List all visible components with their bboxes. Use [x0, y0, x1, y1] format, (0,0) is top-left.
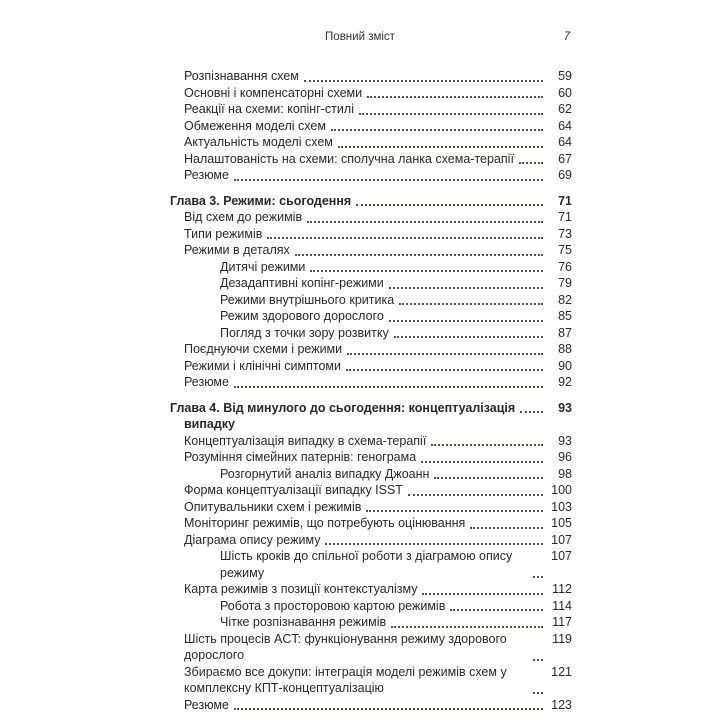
toc-entry-row — [170, 466, 572, 483]
toc-entry-page-number: 112 — [552, 582, 572, 596]
toc-entry-label: Режими внутрішнього критика — [220, 292, 395, 307]
toc-entry-line — [184, 358, 572, 375]
dot-leader — [470, 527, 543, 529]
dot-leader — [408, 494, 543, 496]
toc-entry-row — [170, 151, 572, 168]
dot-leader — [356, 204, 543, 206]
dot-leader — [234, 179, 543, 181]
dot-leader — [304, 80, 543, 82]
dot-leader — [391, 626, 543, 628]
toc-entry-page-number: 92 — [558, 375, 572, 389]
toc-chapter-row — [170, 400, 572, 433]
toc-entry-row — [170, 548, 572, 581]
toc-entry-page-number: 82 — [558, 292, 572, 307]
toc-entry-label: Від схем до режимів — [184, 210, 303, 224]
dot-leader — [234, 708, 543, 710]
dot-leader — [346, 369, 543, 371]
toc-entry-line — [220, 325, 572, 342]
dot-leader — [450, 609, 543, 611]
toc-entry-label: Поєднуючи схеми і режими — [184, 342, 343, 356]
toc-entry-label: Глава 3. Режими: сьогодення — [170, 193, 352, 208]
dot-leader — [533, 692, 543, 694]
toc-entry-page-number: 90 — [558, 358, 572, 373]
dot-leader — [307, 221, 543, 223]
toc-entry-row — [170, 515, 572, 532]
toc-entry-line — [220, 275, 572, 292]
toc-entry-page-number: 114 — [552, 598, 572, 613]
toc-entry-line — [184, 374, 572, 391]
dot-leader — [331, 129, 543, 131]
toc-entry-line — [184, 68, 572, 85]
dot-leader — [367, 96, 543, 98]
toc-entry-line — [170, 400, 572, 417]
toc-entry-label-continuation: випадку — [184, 417, 236, 431]
toc-entry-label: Резюме — [184, 375, 229, 389]
toc-entry-row — [170, 118, 572, 135]
toc-entry-label: Режим здорового дорослого — [220, 309, 384, 323]
dot-leader — [533, 659, 543, 661]
toc-entry-row — [170, 325, 572, 342]
toc-entry-line — [184, 581, 572, 598]
running-head-title: Повний зміст — [325, 31, 395, 43]
toc-entry-page-number: 123 — [551, 697, 572, 712]
toc-entry-row — [170, 374, 572, 391]
toc-entry-label: Актуальність моделі схем — [184, 135, 333, 149]
toc-entry-page-number: 88 — [558, 342, 572, 356]
toc-entry-page-number: 76 — [558, 259, 572, 274]
toc-entry-row — [170, 581, 572, 598]
toc-entry-line — [184, 433, 572, 450]
toc-entry-line — [220, 308, 572, 325]
header-page-number: 7 — [563, 31, 570, 43]
toc-entry-line — [184, 482, 572, 499]
dot-leader — [421, 461, 543, 463]
toc-entry-row — [170, 226, 572, 243]
toc-entry-label: Шість процесів ACT: функціонування режиму здорового дорослого — [184, 631, 507, 662]
toc-entry-label: Налаштованість на схеми: сполучна ланка схема-терапії — [184, 151, 514, 166]
toc-entry-page-number: 87 — [558, 325, 572, 340]
dot-leader — [234, 386, 543, 388]
dot-leader — [325, 543, 543, 545]
dot-leader — [533, 576, 543, 578]
dot-leader — [422, 593, 543, 595]
toc-entry-row — [170, 308, 572, 325]
toc-entry-row — [170, 101, 572, 118]
toc-entry-page-number: 105 — [551, 516, 572, 530]
toc-entry-line — [184, 167, 572, 184]
toc-entry-row — [170, 482, 572, 499]
toc-entry-label: Режими в деталях — [184, 243, 290, 257]
toc-entry-label: Форма концептуалізації випадку ISST — [184, 483, 403, 497]
dot-leader — [295, 254, 543, 256]
toc-entry-page-number: 103 — [551, 499, 572, 514]
toc-entry-row — [170, 449, 572, 466]
toc-entry-page-number: 93 — [558, 433, 572, 448]
toc-entry-line — [184, 697, 572, 714]
dot-leader — [399, 303, 543, 305]
toc-entry-line — [220, 548, 572, 581]
toc-entry-label: Обмеження моделі схем — [184, 118, 326, 133]
toc-entry-line — [184, 664, 572, 697]
toc-entry-label: Глава 4. Від минулого до сьогодення: концептуалізація — [170, 400, 516, 415]
toc-entry-page-number: 117 — [552, 615, 572, 629]
dot-leader — [431, 444, 543, 446]
toc-entry-row — [170, 275, 572, 292]
toc-entry-label: Реакції на схеми: копінг-стилі — [184, 102, 354, 116]
toc-entry-line — [184, 226, 572, 243]
toc-chapter-row — [170, 193, 572, 210]
toc-entry-page-number: 96 — [558, 450, 572, 464]
toc-entry-row — [170, 433, 572, 450]
toc-entry-page-number: 64 — [558, 118, 572, 133]
toc-entry-row — [170, 167, 572, 184]
toc-entry-label: Розгорнутий аналіз випадку Джоанн — [220, 466, 430, 481]
toc-entry-line — [184, 532, 572, 549]
toc-entry-row — [170, 292, 572, 309]
toc-entry-row — [170, 259, 572, 276]
page-header — [0, 31, 720, 47]
toc-entry-line — [184, 209, 572, 226]
toc-entry-page-number: 67 — [558, 151, 572, 166]
toc-entry-label: Концептуалізація випадку в схема-терапії — [184, 433, 427, 448]
toc-entry-row — [170, 209, 572, 226]
toc-entry-line — [220, 614, 572, 631]
toc-entry-row — [170, 85, 572, 102]
toc-entry-page-number: 59 — [558, 69, 572, 83]
toc-entry-line — [220, 466, 572, 483]
toc-entry-line — [170, 193, 572, 210]
toc-entry-line — [220, 292, 572, 309]
toc-entry-row — [170, 242, 572, 259]
toc-entry-row — [170, 341, 572, 358]
toc-entry-label: Шість кроків до спільної роботи з діаграмою опису режиму — [220, 549, 513, 580]
toc-entry-page-number: 119 — [552, 631, 572, 646]
toc-entry-page-number: 71 — [558, 210, 572, 224]
toc-entry-row — [170, 134, 572, 151]
toc-entry-line — [184, 85, 572, 102]
toc-entry-row — [170, 631, 572, 664]
toc-entry-label: Діаграма опису режиму — [184, 532, 321, 547]
toc-entry-line — [184, 499, 572, 516]
toc-entry-page-number: 71 — [558, 193, 572, 208]
toc-entry-page-number: 85 — [558, 309, 572, 323]
toc-entry-label: Розпізнавання схем — [184, 69, 299, 83]
toc-entry-row — [170, 532, 572, 549]
toc-entry-label: Опитувальники схем і режимів — [184, 499, 362, 514]
toc-entry-row — [170, 68, 572, 85]
toc-entry-label: Розуміння сімейних патернів: генограма — [184, 450, 417, 464]
toc-entry-line — [184, 151, 572, 168]
dot-leader — [434, 477, 543, 479]
toc-entry-label: Режими і клінічні симптоми — [184, 358, 341, 373]
toc-entry-label: Дезадаптивні копінг-режими — [220, 276, 384, 290]
toc-entry-label: Карта режимів з позиції контекстуалізму — [184, 582, 418, 596]
toc-entry-line — [184, 449, 572, 466]
toc-entry-label: Збираємо все докупи: інтеграція моделі режимів схем у комплексну КПТ-концептуалізацію — [184, 664, 507, 695]
toc-entry-line — [184, 341, 572, 358]
toc-entry-row — [170, 614, 572, 631]
dot-leader — [347, 353, 543, 355]
toc-entry-row — [170, 598, 572, 615]
table-of-contents — [170, 68, 572, 713]
toc-entry-label: Робота з просторовою картою режимів — [220, 598, 446, 613]
toc-entry-line — [184, 242, 572, 259]
dot-leader — [310, 270, 543, 272]
toc-entry-line — [184, 118, 572, 135]
toc-entry-row — [170, 664, 572, 697]
toc-entry-line — [220, 598, 572, 615]
toc-entry-label: Основні і компенсаторні схеми — [184, 85, 363, 100]
dot-leader — [394, 336, 543, 338]
dot-leader — [267, 237, 543, 239]
toc-entry-line — [184, 515, 572, 532]
toc-entry-page-number: 62 — [558, 102, 572, 116]
toc-entry-page-number: 64 — [558, 135, 572, 149]
toc-entry-page-number: 121 — [551, 664, 572, 679]
dot-leader — [389, 320, 543, 322]
dot-leader — [338, 146, 543, 148]
toc-entry-page-number: 107 — [551, 549, 572, 563]
toc-entry-page-number: 98 — [558, 466, 572, 481]
dot-leader — [366, 510, 543, 512]
toc-entry-page-number: 60 — [558, 85, 572, 100]
toc-entry-page-number: 69 — [558, 168, 572, 182]
dot-leader — [520, 411, 543, 413]
toc-entry-row — [170, 358, 572, 375]
toc-entry-line — [220, 259, 572, 276]
toc-entry-page-number: 73 — [558, 226, 572, 241]
toc-entry-row — [170, 697, 572, 714]
toc-entry-label: Чітке розпізнавання режимів — [220, 615, 387, 629]
toc-entry-label: Типи режимів — [184, 226, 263, 241]
toc-entry-row — [170, 499, 572, 516]
toc-entry-line — [184, 134, 572, 151]
toc-entry-line — [184, 631, 572, 664]
dot-leader — [359, 113, 543, 115]
toc-entry-page-number: 107 — [551, 532, 572, 547]
toc-entry-label: Дитячі режими — [220, 259, 306, 274]
toc-entry-page-number: 75 — [558, 243, 572, 257]
toc-entry-line — [184, 101, 572, 118]
toc-entry-label: Погляд з точки зору розвитку — [220, 325, 389, 340]
toc-entry-page-number: 100 — [551, 483, 572, 497]
dot-leader — [519, 162, 543, 164]
dot-leader — [389, 287, 543, 289]
toc-entry-page-number: 93 — [558, 400, 572, 415]
toc-entry-label: Резюме — [184, 168, 229, 182]
toc-entry-label: Моніторинг режимів, що потребують оцінювання — [184, 516, 466, 530]
toc-entry-page-number: 79 — [558, 276, 572, 290]
toc-entry-label: Резюме — [184, 697, 229, 712]
